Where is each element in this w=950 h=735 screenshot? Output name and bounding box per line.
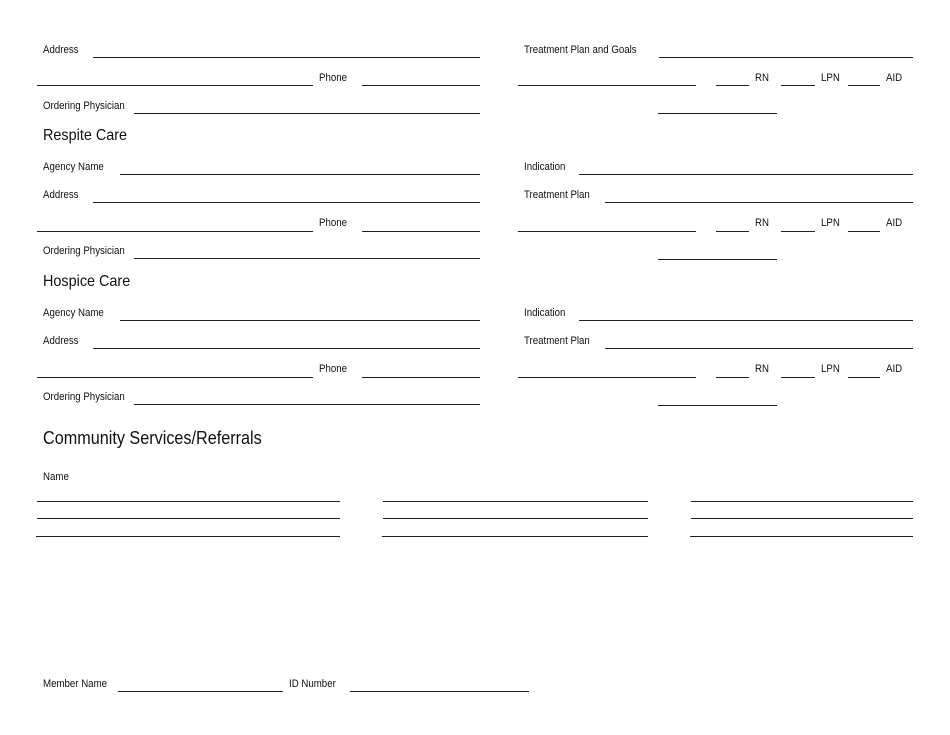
hospice-care-heading: Hospice Care [43,273,131,290]
ordering-physician-label: Ordering Physician [43,391,125,403]
lpn-field[interactable] [781,85,815,86]
address-field[interactable] [93,57,480,58]
referral-name-field[interactable] [37,518,340,519]
name-label: Name [43,471,69,483]
ordering-physician-label: Ordering Physician [43,245,125,257]
aid-field[interactable] [848,377,880,378]
treatment-plan-line-2-field[interactable] [518,377,696,378]
ordering-physician-field[interactable] [134,113,480,114]
rn-field[interactable] [716,85,749,86]
id-number-field[interactable] [350,691,529,692]
treatment-plan-goals-field[interactable] [659,57,913,58]
phone-field[interactable] [362,85,480,86]
rn-field[interactable] [716,231,749,232]
aid-label: AID [886,363,903,375]
treatment-plan-goals-line-2-field[interactable] [518,85,696,86]
frequency-field[interactable] [658,405,777,406]
id-number-label: ID Number [289,678,336,690]
address-line-2-field[interactable] [37,85,313,86]
aid-field[interactable] [848,85,880,86]
frequency-field[interactable] [658,113,777,114]
referral-contact-field[interactable] [691,518,913,519]
phone-field[interactable] [362,377,480,378]
rn-label: RN [755,72,769,84]
treatment-plan-field[interactable] [605,348,913,349]
agency-name-label: Agency Name [43,161,104,173]
indication-label: Indication [524,307,566,319]
community-services-heading: Community Services/Referrals [43,428,262,448]
rn-label: RN [755,217,769,229]
address-label: Address [43,44,79,56]
rn-field[interactable] [716,377,749,378]
phone-field[interactable] [362,231,480,232]
treatment-plan-label: Treatment Plan [524,335,590,347]
member-name-field[interactable] [118,691,283,692]
address-field[interactable] [93,348,480,349]
respite-care-heading: Respite Care [43,127,128,144]
referral-contact-field[interactable] [690,536,913,537]
indication-label: Indication [524,161,566,173]
lpn-label: LPN [821,363,840,375]
referral-contact-field[interactable] [691,501,913,502]
indication-field[interactable] [579,174,913,175]
aid-label: AID [886,72,903,84]
lpn-field[interactable] [781,377,815,378]
frequency-field[interactable] [658,259,777,260]
agency-name-field[interactable] [120,174,480,175]
ordering-physician-field[interactable] [134,404,480,405]
aid-field[interactable] [848,231,880,232]
aid-label: AID [886,217,903,229]
indication-field[interactable] [579,320,913,321]
address-line-2-field[interactable] [37,377,313,378]
phone-label: Phone [319,363,347,375]
address-label: Address [43,189,79,201]
address-label: Address [43,335,79,347]
lpn-label: LPN [821,217,840,229]
referral-detail-field[interactable] [382,536,648,537]
referral-detail-field[interactable] [383,501,648,502]
treatment-plan-label: Treatment Plan [524,189,590,201]
member-name-label: Member Name [43,678,108,690]
address-field[interactable] [93,202,480,203]
referral-name-field[interactable] [37,501,340,502]
rn-label: RN [755,363,769,375]
phone-label: Phone [319,217,347,229]
ordering-physician-field[interactable] [134,258,480,259]
lpn-label: LPN [821,72,840,84]
address-line-2-field[interactable] [37,231,313,232]
referral-detail-field[interactable] [383,518,648,519]
ordering-physician-label: Ordering Physician [43,100,125,112]
agency-name-field[interactable] [120,320,480,321]
treatment-plan-field[interactable] [605,202,913,203]
lpn-field[interactable] [781,231,815,232]
referral-name-field[interactable] [36,536,340,537]
phone-label: Phone [319,72,347,84]
agency-name-label: Agency Name [43,307,104,319]
treatment-plan-line-2-field[interactable] [518,231,696,232]
treatment-plan-goals-label: Treatment Plan and Goals [524,44,637,56]
